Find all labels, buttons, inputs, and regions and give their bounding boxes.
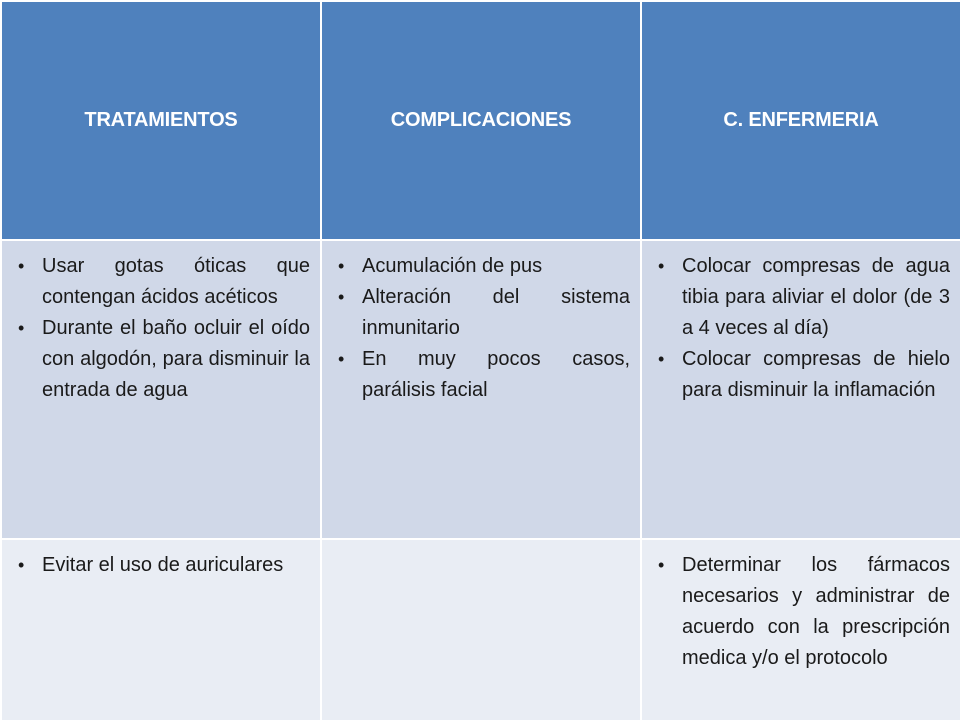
list-item [652,344,950,406]
cell-complicaciones-empty [321,539,641,721]
bullet-icon: • [18,555,25,575]
header-enfermeria: C. ENFERMERIA [641,1,960,240]
cell-enfermeria [641,539,960,721]
bullet-list [332,251,630,406]
list-item-text: Usar gotas óticas que contengan ácidos acéticos [42,255,310,308]
list-item-text: Determinar los fármacos necesarios y administrar de acuerdo con la prescripción medica y/o el protocolo [682,554,950,669]
cell-tratamientos [1,539,321,721]
bullet-icon: • [338,256,345,276]
bullet-list [12,251,310,406]
bullet-icon: • [658,349,665,369]
cell-enfermeria [641,240,960,539]
table-header-row [1,1,960,240]
header-tratamientos: TRATAMIENTOS [1,1,321,240]
list-item [652,251,950,344]
cell-complicaciones [321,240,641,539]
list-item [332,282,630,344]
bullet-list [12,550,310,581]
list-item [12,550,310,581]
bullet-icon: • [658,555,665,575]
list-item-text: Colocar compresas de hielo para disminuir la inflamación [682,348,950,401]
header-complicaciones: COMPLICACIONES [321,1,641,240]
table-row [1,240,960,539]
list-item-text: Acumulación de pus [362,255,543,277]
bullet-icon: • [338,287,345,307]
list-item-text: Durante el baño ocluir el oído con algodón, para disminuir la entrada de agua [42,317,310,401]
table-row [1,539,960,721]
list-item [652,550,950,674]
list-item-text: Evitar el uso de auriculares [42,554,284,576]
list-item [332,344,630,406]
list-item-text: En muy pocos casos, parálisis facial [362,348,630,401]
list-item-text: Colocar compresas de agua tibia para aliviar el dolor (de 3 a 4 veces al día) [682,255,950,339]
bullet-list [652,251,950,406]
list-item [12,251,310,313]
bullet-icon: • [338,349,345,369]
cell-tratamientos [1,240,321,539]
list-item [332,251,630,282]
list-item-text: Alteración del sistema inmunitario [362,286,630,339]
bullet-list [652,550,950,674]
bullet-icon: • [18,256,25,276]
bullet-icon: • [18,318,25,338]
list-item [12,313,310,406]
bullet-icon: • [658,256,665,276]
